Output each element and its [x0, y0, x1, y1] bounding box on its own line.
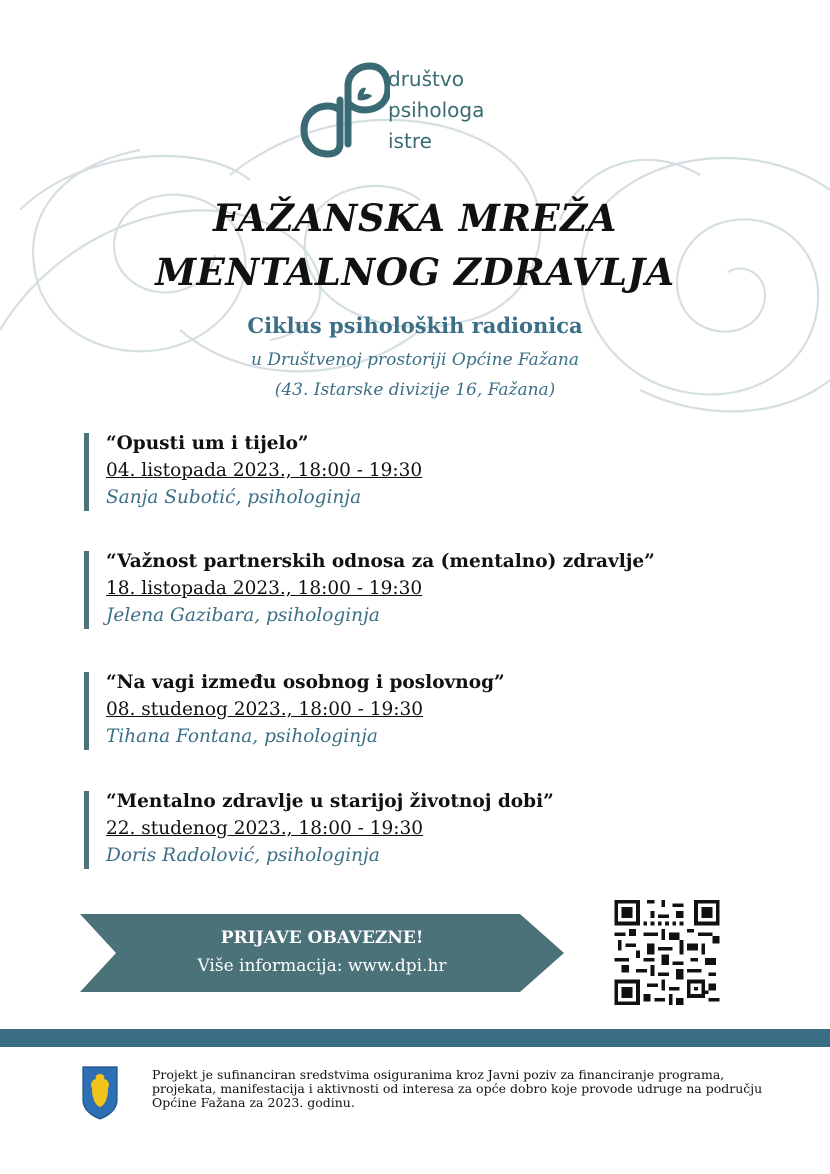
poster-title-line2: MENTALNOG ZDRAVLJA	[155, 250, 675, 294]
event-date: 04. listopada 2023., 18:00 - 19:30	[106, 460, 423, 481]
footer-band	[0, 1029, 830, 1047]
qr-code-icon[interactable]	[612, 900, 722, 1005]
poster-title-line1: FAŽANSKA MREŽA	[213, 196, 617, 240]
event-speaker: Tihana Fontana, psihologinja	[106, 726, 378, 747]
event-title: “Opusti um i tijelo”	[106, 433, 309, 454]
event-speaker: Sanja Subotić, psihologinja	[106, 487, 362, 508]
event-date: 22. studenog 2023., 18:00 - 19:30	[106, 818, 424, 839]
logo-word-psihologa: psihologa	[388, 98, 485, 122]
event-title: “Važnost partnerskih odnosa za (mentalno) zdravlje”	[106, 551, 655, 572]
funding-notice: Projekt je sufinanciran sredstvima osiguranima kroz Javni poziv za financiranje programa, projekata, manifestacija i aktivnosti od interesa za opće dobro koje provode udruge na području Općine Fažana za 2023. godinu.	[152, 1067, 763, 1110]
event-accent-bar	[84, 551, 89, 629]
event-title: “Na vagi između osobnog i poslovnog”	[106, 672, 505, 693]
more-info-link[interactable]: Više informacija: www.dpi.hr	[197, 956, 447, 976]
logo-wordmark	[388, 64, 484, 157]
event-date: 08. studenog 2023., 18:00 - 19:30	[106, 699, 424, 720]
event-accent-bar	[84, 433, 89, 511]
poster-subtitle: Ciklus psiholoških radionica	[247, 313, 583, 338]
dpi-logo-mark-icon	[300, 62, 390, 158]
event-accent-bar	[84, 672, 89, 750]
event-date: 18. listopada 2023., 18:00 - 19:30	[106, 578, 423, 599]
arrow-banner-shape	[80, 914, 564, 992]
fazana-crest-icon	[82, 1066, 118, 1120]
address-line: (43. Istarske divizije 16, Fažana)	[274, 380, 556, 400]
event-speaker: Jelena Gazibara, psihologinja	[106, 605, 380, 626]
venue-line: u Društvenoj prostoriji Općine Fažana	[251, 350, 579, 370]
registration-banner	[80, 914, 564, 992]
logo-word-istre: istre	[388, 129, 432, 153]
registration-required-label: PRIJAVE OBAVEZNE!	[220, 928, 424, 948]
dpi-logo	[300, 62, 520, 158]
logo-word-drustvo: društvo	[388, 67, 464, 91]
event-speaker: Doris Radolović, psihologinja	[106, 845, 380, 866]
event-title: “Mentalno zdravlje u starijoj životnoj dobi”	[106, 791, 554, 812]
event-accent-bar	[84, 791, 89, 869]
